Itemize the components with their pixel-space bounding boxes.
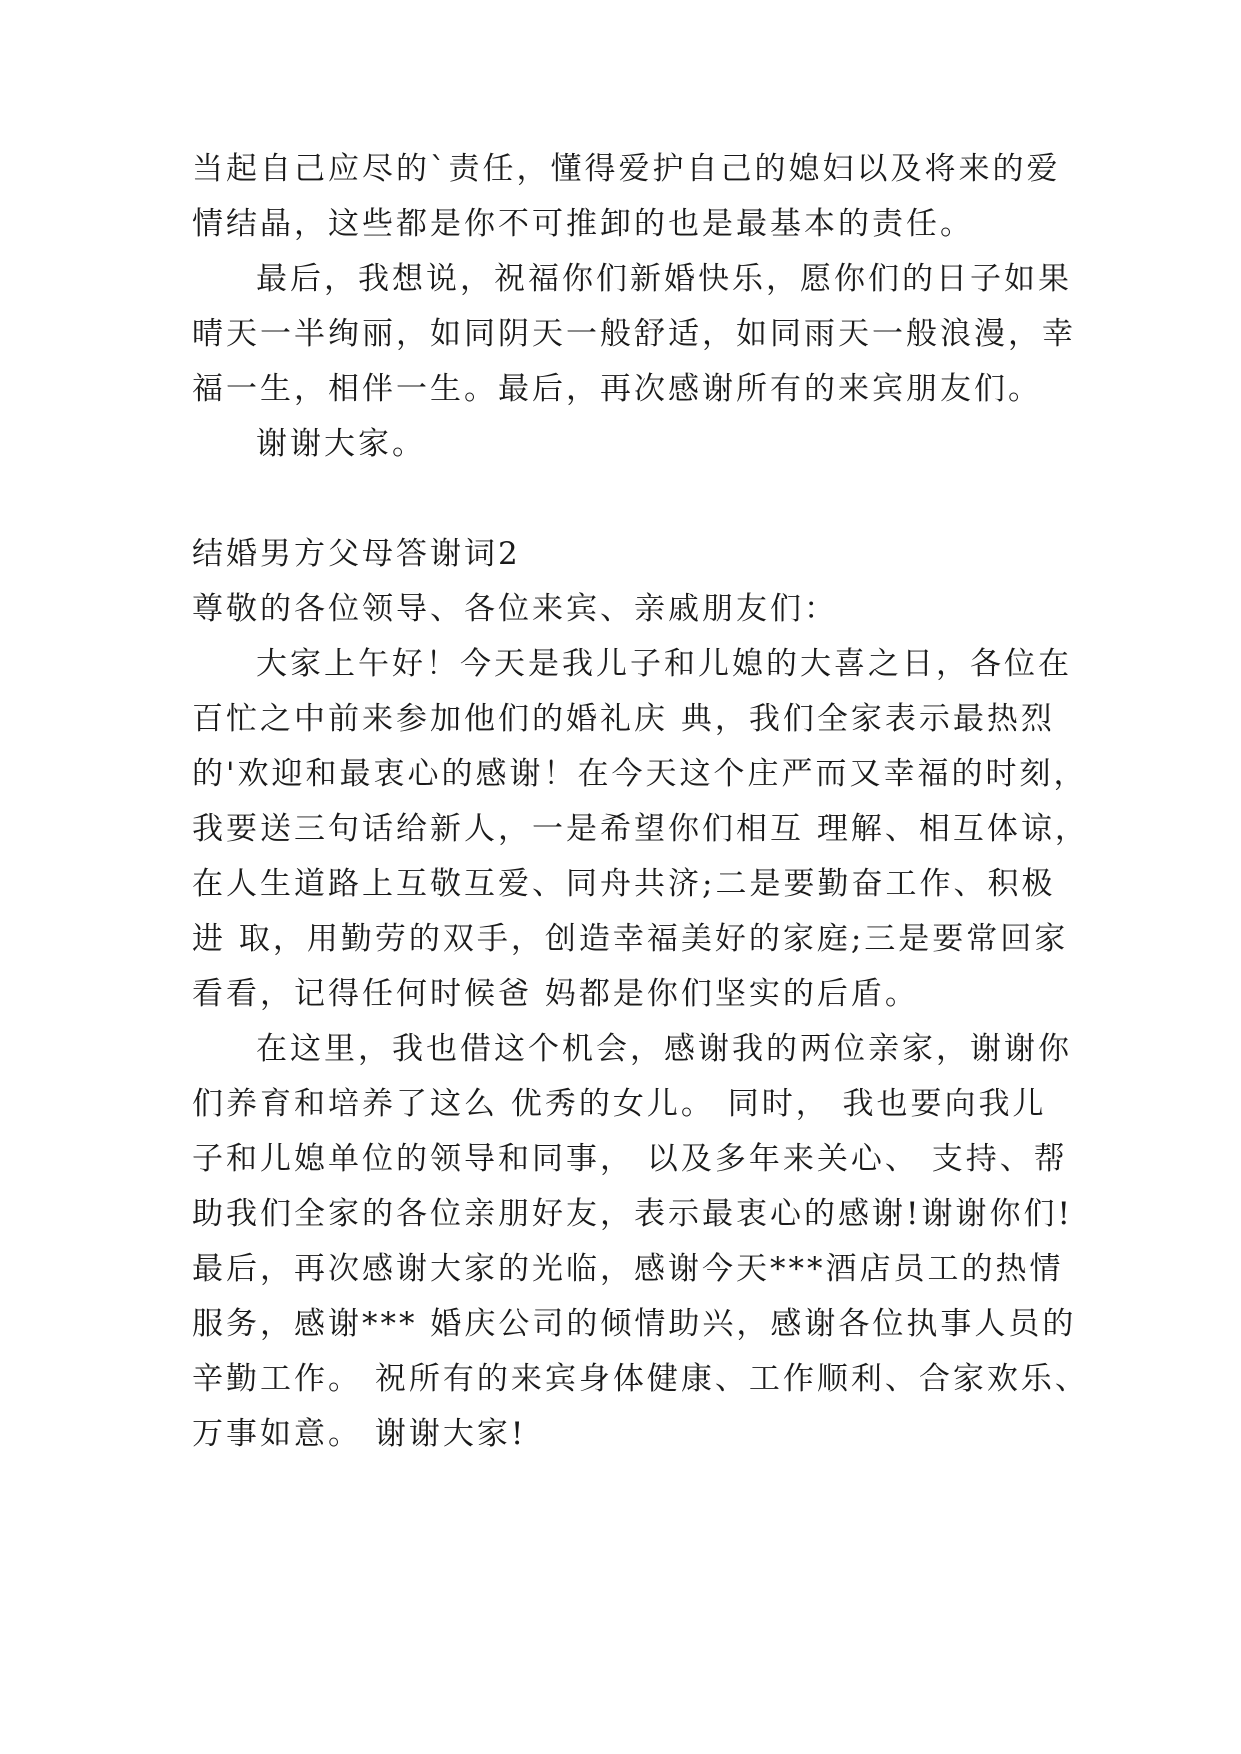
text-line: 百忙之中前来参加他们的婚礼庆 典，我们全家表示最热烈 <box>192 701 1055 737</box>
salutation: 尊敬的各位领导、各位来宾、亲戚朋友们： <box>192 591 838 627</box>
text-line: 我要送三句话给新人，一是希望你们相互 理解、相互体谅， <box>192 811 1089 847</box>
text-line: 情结晶，这些都是你不可推卸的也是最基本的责任。 <box>192 206 974 242</box>
section-heading: 结婚男方父母答谢词2 <box>192 536 521 572</box>
paragraph-start: 最后，我想说，祝福你们新婚快乐，愿你们的日子如果 <box>256 261 1072 297</box>
text-line: 晴天一半绚丽，如同阴天一般舒适，如同雨天一般浪漫，幸 <box>192 316 1076 352</box>
paragraph-start: 在这里，我也借这个机会，感谢我的两位亲家，谢谢你 <box>256 1031 1072 1067</box>
text-line: 进 取，用勤劳的双手，创造幸福美好的家庭;三是要常回家 <box>192 921 1069 957</box>
text-line: 辛勤工作。 祝所有的来宾身体健康、工作顺利、合家欢乐、 <box>192 1361 1089 1397</box>
text-line: 万事如意。 谢谢大家! <box>192 1416 527 1452</box>
paragraph-start: 大家上午好！今天是我儿子和儿媳的大喜之日，各位在 <box>256 646 1072 682</box>
text-line: 在人生道路上互敬互爱、同舟共济;二是要勤奋工作、积极 <box>192 866 1056 902</box>
text-line: 看看，记得任何时候爸 妈都是你们坚实的后盾。 <box>192 976 919 1012</box>
text-line: 的'欢迎和最衷心的感谢！在今天这个庄严而又幸福的时刻， <box>192 756 1088 792</box>
text-line: 服务，感谢*** 婚庆公司的倾情助兴，感谢各位执事人员的 <box>192 1306 1077 1342</box>
text-line: 子和儿媳单位的领导和同事， 以及多年来关心、 支持、帮 <box>192 1141 1068 1177</box>
text-line: 最后，再次感谢大家的光临，感谢今天***酒店员工的热情 <box>192 1251 1064 1287</box>
text-line: 福一生，相伴一生。最后，再次感谢所有的来宾朋友们。 <box>192 371 1042 407</box>
text-line: 们养育和培养了这么 优秀的女儿。 同时， 我也要向我儿 <box>192 1086 1047 1122</box>
text-line: 当起自己应尽的`责任，懂得爱护自己的媳妇以及将来的爱 <box>192 151 1061 187</box>
paragraph-start: 谢谢大家。 <box>256 426 426 462</box>
text-line: 助我们全家的各位亲朋好友，表示最衷心的感谢!谢谢你们! <box>192 1196 1073 1232</box>
